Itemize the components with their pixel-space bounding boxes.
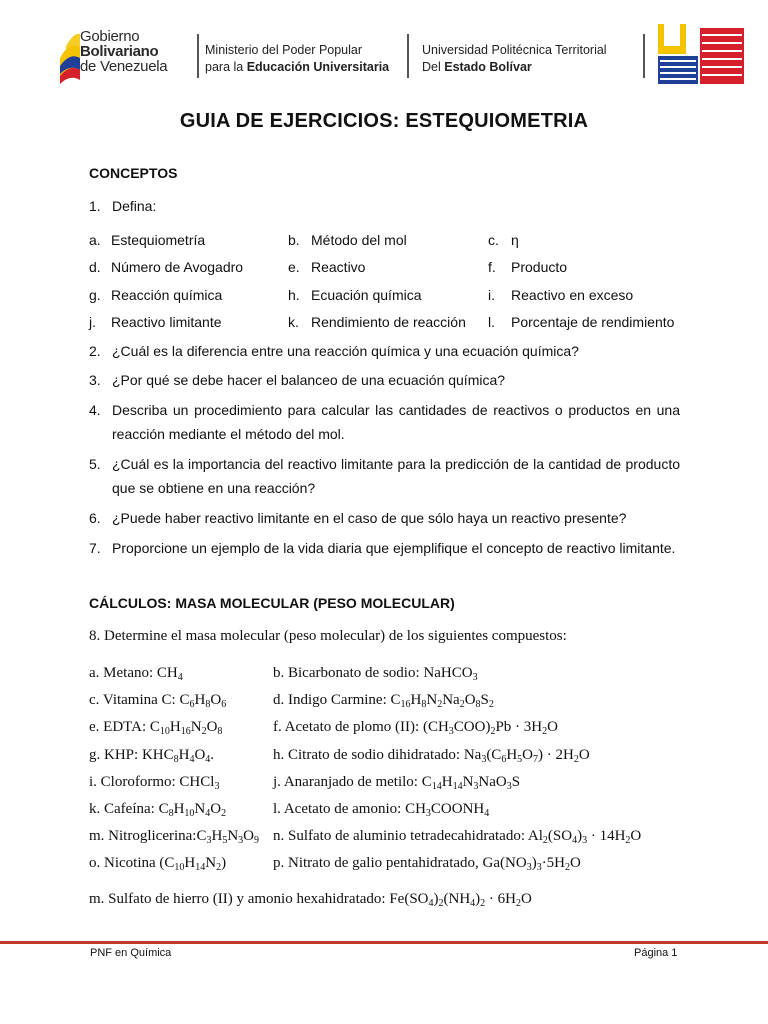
compound-formula: $C_{14}H_{14}N_3NaO_3S$ xyxy=(421,773,521,792)
header-divider xyxy=(197,34,199,78)
section-heading-conceptos: CONCEPTOS xyxy=(89,165,178,181)
ministry-line2: para la Educación Universitaria xyxy=(205,60,390,74)
compound-formula: $(C_{10}H_{14}N_2)$ xyxy=(159,855,227,874)
compound-formula: $Na_3(C_6H_5O_7) \cdot 2H_2O$ xyxy=(463,746,590,765)
compound-formula: $Fe(SO_4)_2(NH_4)_2 \cdot 6H_2O$ xyxy=(389,891,532,909)
compound-item xyxy=(89,692,226,709)
compound-formula: $Al_2(SO_4)_3 \cdot 14H_2O$ xyxy=(527,828,642,847)
question-text: ¿Cuál es la diferencia entre una reacción química y una ecuación química? xyxy=(112,343,579,359)
question-text: Defina: xyxy=(112,198,157,214)
term-text: Reactivo xyxy=(311,259,366,276)
ministry-line1: Ministerio del Poder Popular xyxy=(205,43,363,57)
question-number: 2. xyxy=(89,343,101,359)
header-divider xyxy=(407,34,409,78)
compound-item xyxy=(273,665,478,682)
compound-formula: $CH_3COONH_4$ xyxy=(405,801,490,819)
compound-formula: NaHCO$_3$ xyxy=(423,665,478,683)
compound-item xyxy=(273,692,494,709)
question-number: 7. xyxy=(89,540,101,556)
term-letter: k. xyxy=(288,313,299,330)
footer-divider xyxy=(0,941,768,944)
question-text: ¿Puede haber reactivo limitante en el caso de que sólo haya un reactivo presente? xyxy=(112,510,627,526)
question-text: ¿Por qué se debe hacer el balanceo de una ecuación química? xyxy=(112,372,506,388)
university-line1: Universidad Politécnica Territorial xyxy=(422,43,607,57)
compound-formula: $CH_4$ xyxy=(156,665,183,683)
footer-page-number: Página 1 xyxy=(634,947,678,959)
term-text: Estequiometría xyxy=(111,232,206,248)
compound-label: f. Acetato de plomo (II): xyxy=(273,719,423,736)
term-letter: b. xyxy=(288,232,300,248)
compound-formula: $C_{10}H_{16}N_2O_8$ xyxy=(149,719,223,738)
upt-logo xyxy=(654,20,748,88)
term-text: Rendimiento de reacción xyxy=(311,313,466,330)
compound-label: a. Metano: xyxy=(89,665,157,681)
compound-item xyxy=(273,828,641,845)
compound-item xyxy=(89,828,259,845)
question-number: 5. xyxy=(89,456,101,472)
compound-formula: $Ga(NO_3)_3\cdot 5H_2O$ xyxy=(482,855,581,874)
term-letter: f. xyxy=(488,259,496,276)
compound-label: k. Cafeína: xyxy=(89,801,159,817)
page-header xyxy=(0,0,768,100)
compound-label: d. Indigo Carmine: xyxy=(273,692,391,709)
term-text: Ecuación química xyxy=(311,286,422,303)
compound-label: b. Bicarbonato de sodio: xyxy=(273,665,424,681)
compound-item xyxy=(273,747,590,764)
compound-item xyxy=(89,665,183,682)
term-letter: d. xyxy=(89,259,101,276)
compound-label: c. Vitamina C: xyxy=(89,692,180,709)
question-number: 3. xyxy=(89,372,101,388)
question-text: Describa un procedimiento para calcular las cantidades de reactivos o productos en una reacción mediante el método del mol. xyxy=(112,402,680,442)
compound-label: m. Sulfato de hierro (II) y amonio hexahidratado: xyxy=(89,891,390,907)
government-name xyxy=(80,29,167,74)
term-text: Porcentaje de rendimiento xyxy=(511,313,675,330)
university-name xyxy=(422,42,607,76)
question-number: 1. xyxy=(89,198,101,214)
term-letter: h. xyxy=(288,286,300,303)
compound-formula: CHCl$_3$ xyxy=(179,773,220,792)
term-text: Método del mol xyxy=(311,232,407,248)
university-line2: Del Estado Bolívar xyxy=(422,60,532,74)
compound-label: o. Nicotina xyxy=(89,855,160,872)
page-title: GUIA DE EJERCICIOS: ESTEQUIOMETRIA xyxy=(179,110,589,132)
term-letter: l. xyxy=(488,313,495,330)
compound-label: j. Anaranjado de metilo: xyxy=(273,773,422,790)
footer-course: PNF en Química xyxy=(90,947,172,959)
compound-formula: $C_6H_8O_6$ xyxy=(179,692,227,711)
question-text: Proporcione un ejemplo de la vida diaria que ejemplifique el concepto de reactivo limitante. xyxy=(112,540,676,556)
term-letter: i. xyxy=(488,286,495,303)
term-text: Número de Avogadro xyxy=(111,259,244,276)
compound-item xyxy=(89,747,214,764)
compound-item xyxy=(273,855,581,872)
compound-formula: $(CH_3COO)_2Pb \cdot 3H_2O$ xyxy=(422,719,558,738)
question-number: 6. xyxy=(89,510,101,526)
term-text: η xyxy=(511,232,519,248)
header-divider xyxy=(643,34,645,78)
compound-item xyxy=(89,855,226,872)
term-text: Reacción química xyxy=(111,286,223,303)
question-8: 8. Determine el masa molecular (peso molecular) de los siguientes compuestos: xyxy=(89,628,567,644)
term-letter: g. xyxy=(89,286,101,303)
compound-item xyxy=(273,774,520,791)
compound-item xyxy=(89,774,219,791)
question-text: ¿Cuál es la importancia del reactivo limitante para la predicción de la cantidad de producto que se obtiene en una reacción? xyxy=(112,456,680,496)
compound-label: n. Sulfato de aluminio tetradecahidratado: xyxy=(273,828,528,845)
gob-line3: de Venezuela xyxy=(80,58,168,75)
compound-label: p. Nitrato de galio pentahidratado, xyxy=(273,855,483,872)
term-letter: c. xyxy=(488,232,499,248)
compound-label: i. Cloroformo: xyxy=(89,773,180,790)
compound-item xyxy=(273,719,558,736)
compound-label: l. Acetato de amonio: xyxy=(273,801,406,817)
gob-line2: Bolivariano xyxy=(80,43,159,60)
compound-label: g. KHP: xyxy=(89,746,142,763)
compound-formula: $C_8H_{10}N_4O_2$ xyxy=(158,801,227,819)
term-letter: a. xyxy=(89,232,101,248)
compound-formula: $C_{16}H_8N_2Na_2O_8S_2$ xyxy=(390,692,494,711)
compound-label: m. Nitroglicerina: xyxy=(89,828,197,845)
term-letter: e. xyxy=(288,259,300,276)
compound-item xyxy=(273,801,489,818)
compound-label: h. Citrato de sodio dihidratado: xyxy=(273,746,464,763)
ministry-name xyxy=(205,42,389,76)
compound-item-last xyxy=(89,887,532,911)
question-number: 4. xyxy=(89,402,101,418)
section-heading-calculos: CÁLCULOS: MASA MOLECULAR (PESO MOLECULAR) xyxy=(89,595,455,611)
compound-formula: $KHC_8H_4O_4$. xyxy=(141,746,215,765)
compound-item xyxy=(89,801,226,818)
gob-line1: Gobierno xyxy=(80,28,140,45)
term-letter: j. xyxy=(89,313,96,330)
question-1 xyxy=(89,194,157,218)
compound-label: e. EDTA: xyxy=(89,719,150,736)
term-text: Reactivo limitante xyxy=(111,313,222,330)
compound-formula: $C_3H_5N_3O_9$ xyxy=(196,828,260,847)
term-text: Producto xyxy=(511,259,568,276)
term-text: Reactivo en exceso xyxy=(511,286,634,303)
compound-item xyxy=(89,719,222,736)
